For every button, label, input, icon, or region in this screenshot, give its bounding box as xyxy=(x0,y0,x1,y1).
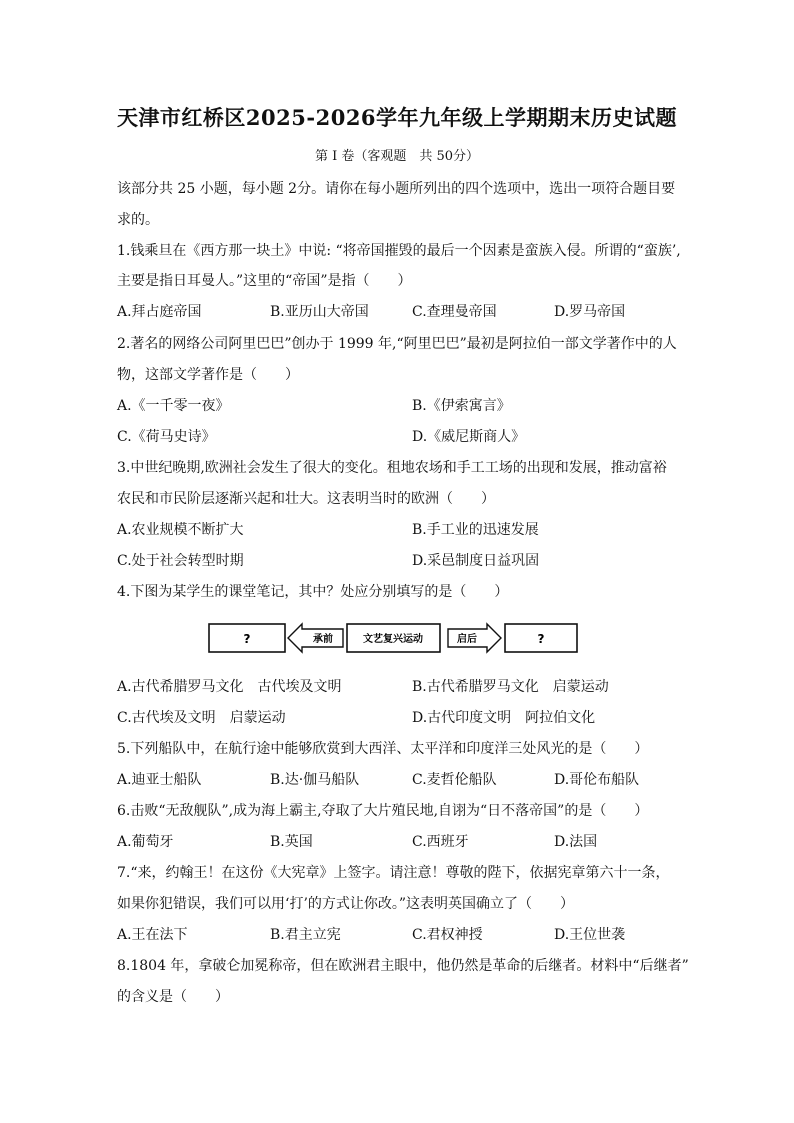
center-box-label: 文艺复兴运动 xyxy=(363,634,423,645)
q4-option-c: C.古代埃及文明 启蒙运动 xyxy=(117,710,286,726)
q6-option-b: B.英国 xyxy=(270,834,313,850)
q2-option-a: A.《一千零一夜》 xyxy=(117,398,230,414)
q6-option-d: D.法国 xyxy=(554,834,598,850)
q1-option-b: B.亚历山大帝国 xyxy=(270,304,369,320)
q4-option-a: A.古代希腊罗马文化 古代埃及文明 xyxy=(117,679,342,695)
question-4-text: 4.下图为某学生的课堂笔记，其中？处应分别填写的是（ ） xyxy=(117,584,509,600)
q4-option-d: D.古代印度文明 阿拉伯文化 xyxy=(412,710,596,726)
right-arrow-label: 启后 xyxy=(457,634,477,645)
q3-option-a: A.农业规模不断扩大 xyxy=(117,522,244,538)
q3-option-b: B.手工业的迅速发展 xyxy=(412,522,539,538)
q1-option-c: C.查理曼帝国 xyxy=(412,304,497,320)
right-box-label: ? xyxy=(537,632,545,646)
q7-option-a: A.王在法下 xyxy=(117,927,188,943)
q5-option-c: C.麦哲伦船队 xyxy=(412,772,497,788)
question-7-text: 如果你犯错误，我们可以用‘打’的方式让你改。”这表明英国确立了（ ） xyxy=(117,896,575,912)
q2-option-c: C.《荷马史诗》 xyxy=(117,429,216,445)
q3-option-c: C.处于社会转型时期 xyxy=(117,553,244,569)
question-1-text: 主要是指日耳曼人。”这里的“帝国”是指（ ） xyxy=(117,273,412,289)
intro-line: 该部分共 25 小题，每小题 2分。请你在每小题所列出的四个选项中，选出一项符合题目要 xyxy=(117,181,676,197)
left-arrow-label: 承前 xyxy=(313,634,333,645)
q2-option-d: D.《威尼斯商人》 xyxy=(412,429,526,445)
question-1-text: 1.钱乘旦在《西方那一块土》中说: “将帝国摧毁的最后一个因素是蛮族入侵。所谓的“蛮族’, xyxy=(117,243,681,259)
class-notes-diagram xyxy=(208,620,580,656)
q1-option-d: D.罗马帝国 xyxy=(554,304,626,320)
question-2-text: 物，这部文学著作是（ ） xyxy=(117,367,299,383)
q7-option-d: D.王位世袭 xyxy=(554,927,626,943)
q7-option-b: B.君主立宪 xyxy=(270,927,341,943)
question-5-text: 5.下列船队中，在航行途中能够欣赏到大西洋、太平洋和印度洋三处风光的是（ ） xyxy=(117,741,649,757)
q1-option-a: A.拜占庭帝国 xyxy=(117,304,202,320)
question-3-text: 3.中世纪晚期,欧洲社会发生了很大的变化。租地农场和手工工场的出现和发展，推动富裕 xyxy=(117,460,667,476)
question-8-text: 的含义是（ ） xyxy=(117,989,229,1005)
question-3-text: 农民和市民阶层逐渐兴起和壮大。这表明当时的欧洲（ ） xyxy=(117,491,495,507)
q4-option-b: B.古代希腊罗马文化 启蒙运动 xyxy=(412,679,609,695)
q6-option-a: A.葡萄牙 xyxy=(117,834,174,850)
q2-option-b: B.《伊索寓言》 xyxy=(412,398,511,414)
section-subtitle: 第 I 卷（客观题 共 50分） xyxy=(314,149,480,164)
question-6-text: 6.击败“无敌舰队”,成为海上霸主,夺取了大片殖民地,自诩为“日不落帝国”的是（ ） xyxy=(117,803,649,819)
q5-option-b: B.达·伽马船队 xyxy=(270,772,360,788)
q3-option-d: D.采邑制度日益巩固 xyxy=(412,553,540,569)
left-box-label: ? xyxy=(243,632,251,646)
q6-option-c: C.西班牙 xyxy=(412,834,469,850)
q5-option-d: D.哥伦布船队 xyxy=(554,772,640,788)
page-title: 天津市红桥区2025-2026学年九年级上学期期末历史试题 xyxy=(116,105,678,130)
q7-option-c: C.君权神授 xyxy=(412,927,483,943)
question-7-text: 7.“来，约翰王！在这份《大宪章》上签字。请注意！尊敬的陛下，依据宪章第六十一条， xyxy=(117,865,670,881)
question-8-text: 8.1804 年，拿破仑加冕称帝，但在欧洲君主眼中，他仍然是革命的后继者。材料中“后继者” xyxy=(117,958,689,974)
q5-option-a: A.迪亚士船队 xyxy=(117,772,202,788)
question-2-text: 2.著名的网络公司阿里巴巴”创办于 1999 年,“阿里巴巴”最初是阿拉伯一部文学著作中的人 xyxy=(117,336,677,352)
intro-line: 求的。 xyxy=(117,212,159,228)
